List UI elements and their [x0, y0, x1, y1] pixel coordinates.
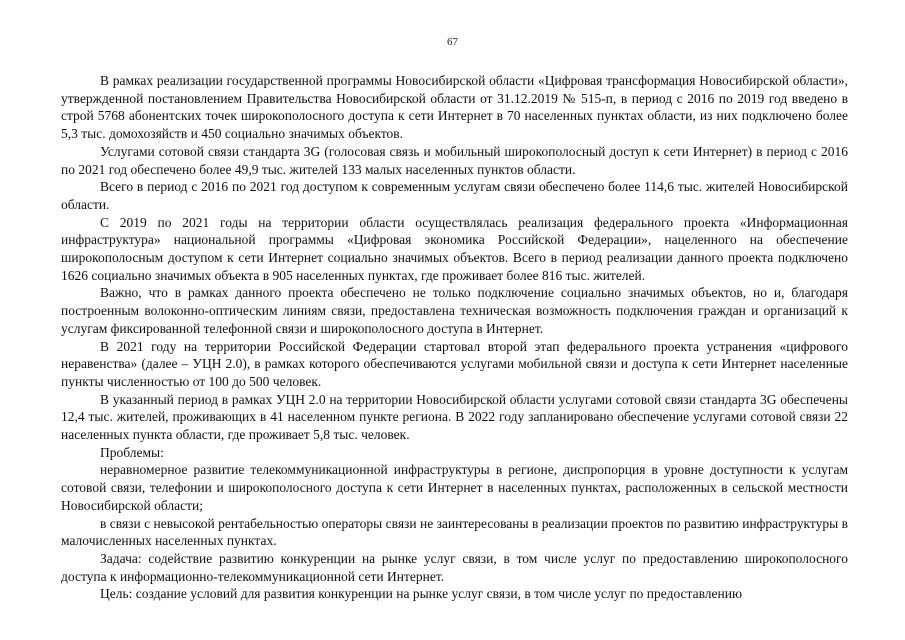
paragraph-ucn-2: В 2021 году на территории Российской Федерации стартовал второй этап федерального проекта устранения «цифрового неравенства» (далее – УЦН 2.0), в рамках которого обеспечиваются услугами мобильной связи и доступа к сети Интернет населенные пункты численностью от 100 до 500 человек. — [61, 338, 848, 389]
paragraph-problem-2: в связи с невысокой рентабельностью операторы связи не заинтересованы в реализации проектов по развитию инфраструктуры в малочисленных населенных пунктах. — [61, 515, 848, 549]
paragraph-federal-project: С 2019 по 2021 годы на территории области осуществлялась реализация федерального проекта «Информационная инфраструктура» национальной программы «Цифровая экономика Российской Федерации», нацеленного на обеспечение широкополосным доступом к сети Интернет социально значимых объектов. Всего в период реализации данного проекта подключено 1626 социально значимых объекта в 905 населенных пунктах, где проживает более 816 тыс. жителей. — [61, 214, 848, 283]
paragraph-program-results: В рамках реализации государственной программы Новосибирской области «Цифровая трансформация Новосибирской области», утвержденной постановлением Правительства Новосибирской области от 31.12.2019 № 515-п, в период с 2016 по 2019 год введено в строй 5768 абонентских точек широкополосного доступа к сети Интернет в 70 населенных пунктах области, из них подключено более 5,3 тыс. домохозяйств и 450 социально значимых объектов. — [61, 73, 848, 142]
paragraph-3g-coverage: Услугами сотовой связи стандарта 3G (голосовая связь и мобильный широкополосный доступ к сети Интернет) в период с 2016 по 2021 год обеспечено более 49,9 тыс. жителей 133 малых населенных пунктов области. — [61, 143, 848, 177]
document-body — [61, 72, 848, 603]
paragraph-problems-heading: Проблемы: — [100, 444, 164, 460]
paragraph-task: Задача: содействие развитию конкуренции на рынке услуг связи, в том числе услуг по предоставлению широкополосного доступа к информационно-телекоммуникационной сети Интернет. — [61, 550, 848, 584]
paragraph-total-access: Всего в период с 2016 по 2021 год доступом к современным услугам связи обеспечено более 114,6 тыс. жителей Новосибирской области. — [61, 179, 848, 212]
paragraph-fiber-benefits: Важно, что в рамках данного проекта обеспечено не только подключение социально значимых объектов, но и, благодаря построенным волоконно-оптическим линиям связи, предоставлена техническая возможность подключения граждан и организаций к услугам фиксированной телефонной связи и широкополосного доступа в Интернет. — [61, 285, 848, 336]
paragraph-ucn-results: В указанный период в рамках УЦН 2.0 на территории Новосибирской области услугами сотовой связи стандарта 3G обеспечены 12,4 тыс. жителей, проживающих в 41 населенном пункте региона. В 2022 году запланировано обеспечение услугами сотовой связи 22 населенных пункта области, где проживает 5,8 тыс. человек. — [61, 391, 848, 443]
paragraph-problem-1: неравномерное развитие телекоммуникационной инфраструктуры в регионе, диспропорция в уровне доступности к услугам сотовой связи, телефонии и широкополосного доступа к сети Интернет в населенных пунктах, расположенных в сельской местности Новосибирской области; — [61, 462, 848, 513]
page-number: 67 — [447, 36, 458, 48]
paragraph-goal: Цель: создание условий для развития конкуренции на рынке услуг связи, в том числе услуг по предоставлению — [100, 586, 743, 602]
